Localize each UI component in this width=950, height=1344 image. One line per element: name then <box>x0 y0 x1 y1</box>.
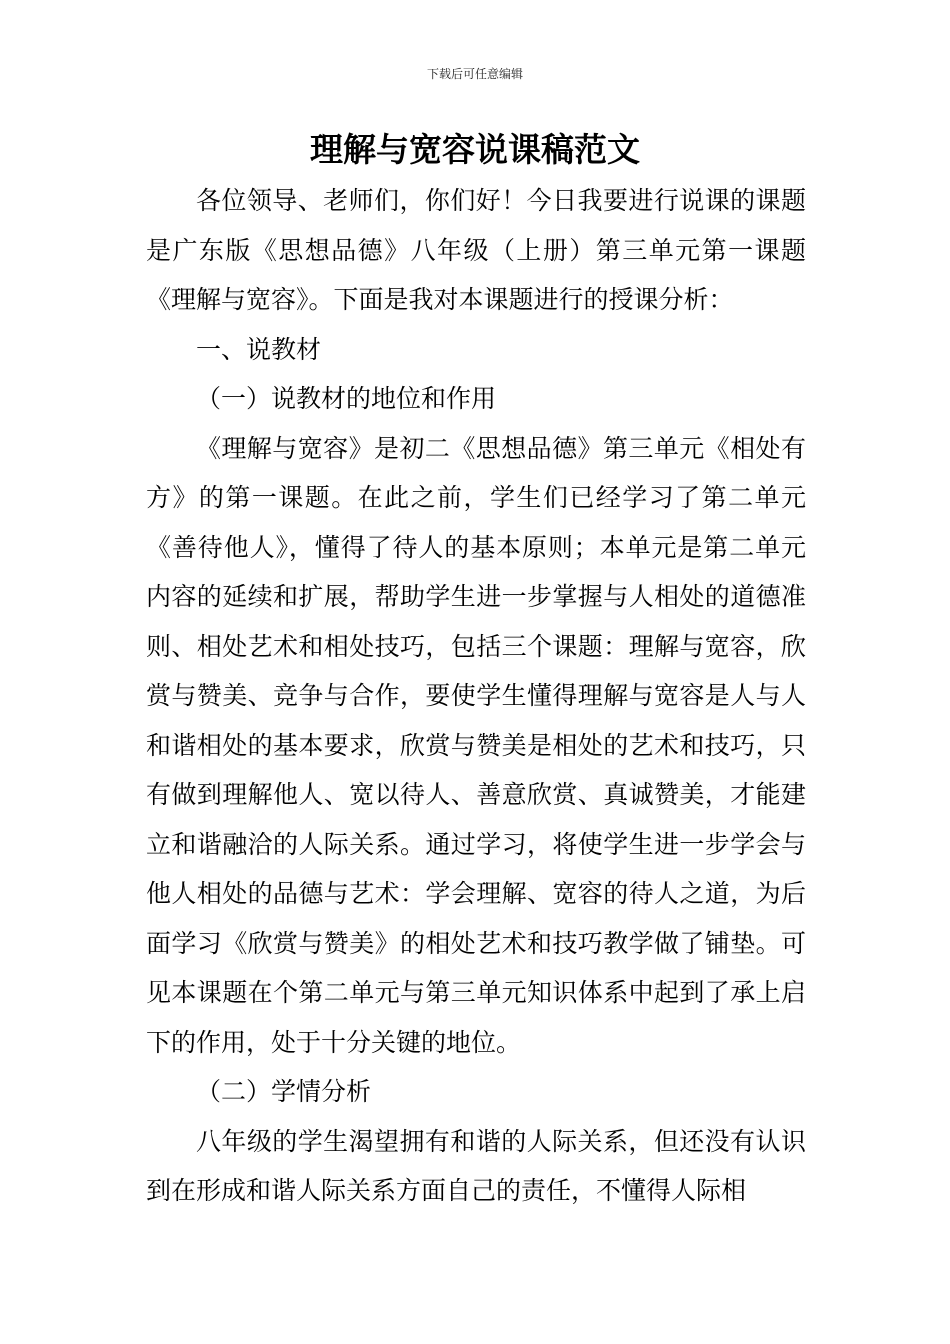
paragraph-status-role: 《理解与宽容》是初二《思想品德》第三单元《相处有方》的第一课题。在此之前，学生们已经学习了第二单元《善待他人》，懂得了待人的基本原则；本单元是第二单元内容的延续和扩展，帮助学生进一步掌握与人相处的道德准则、相处艺术和相处技巧，包括三个课题：理解与宽容，欣赏与赞美、竞争与合作，要使学生懂得理解与宽容是人与人和谐相处的基本要求，欣赏与赞美是相处的艺术和技巧，只有做到理解他人、宽以待人、善意欣赏、真诚赞美，才能建立和谐融洽的人际关系。通过学习，将使学生进一步学会与他人相处的品德与艺术：学会理解、宽容的待人之道，为后面学习《欣赏与赞美》的相处艺术和技巧教学做了铺垫。可见本课题在个第二单元与第三单元知识体系中起到了承上启下的作用，处于十分关键的地位。 <box>146 433 806 1057</box>
paragraph-student-analysis: 八年级的学生渴望拥有和谐的人际关系，但还没有认识到在形成和谐人际关系方面自己的责任，不懂得人际相 <box>146 1126 806 1205</box>
document-body <box>146 176 806 1216</box>
section-heading-teaching-material: 一、说教材 <box>196 334 322 364</box>
paragraph-intro: 各位领导、老师们，你们好！今日我要进行说课的课题是广东版《思想品德》八年级（上册）第三单元第一课题《理解与宽容》。下面是我对本课题进行的授课分析： <box>146 186 806 314</box>
header-note: 下载后可任意编辑 <box>426 67 523 81</box>
subsection-heading-status-role: （一）说教材的地位和作用 <box>196 384 497 413</box>
subsection-heading-student-analysis: （二）学情分析 <box>196 1077 372 1106</box>
document-title: 理解与宽容说课稿范文 <box>310 130 640 169</box>
